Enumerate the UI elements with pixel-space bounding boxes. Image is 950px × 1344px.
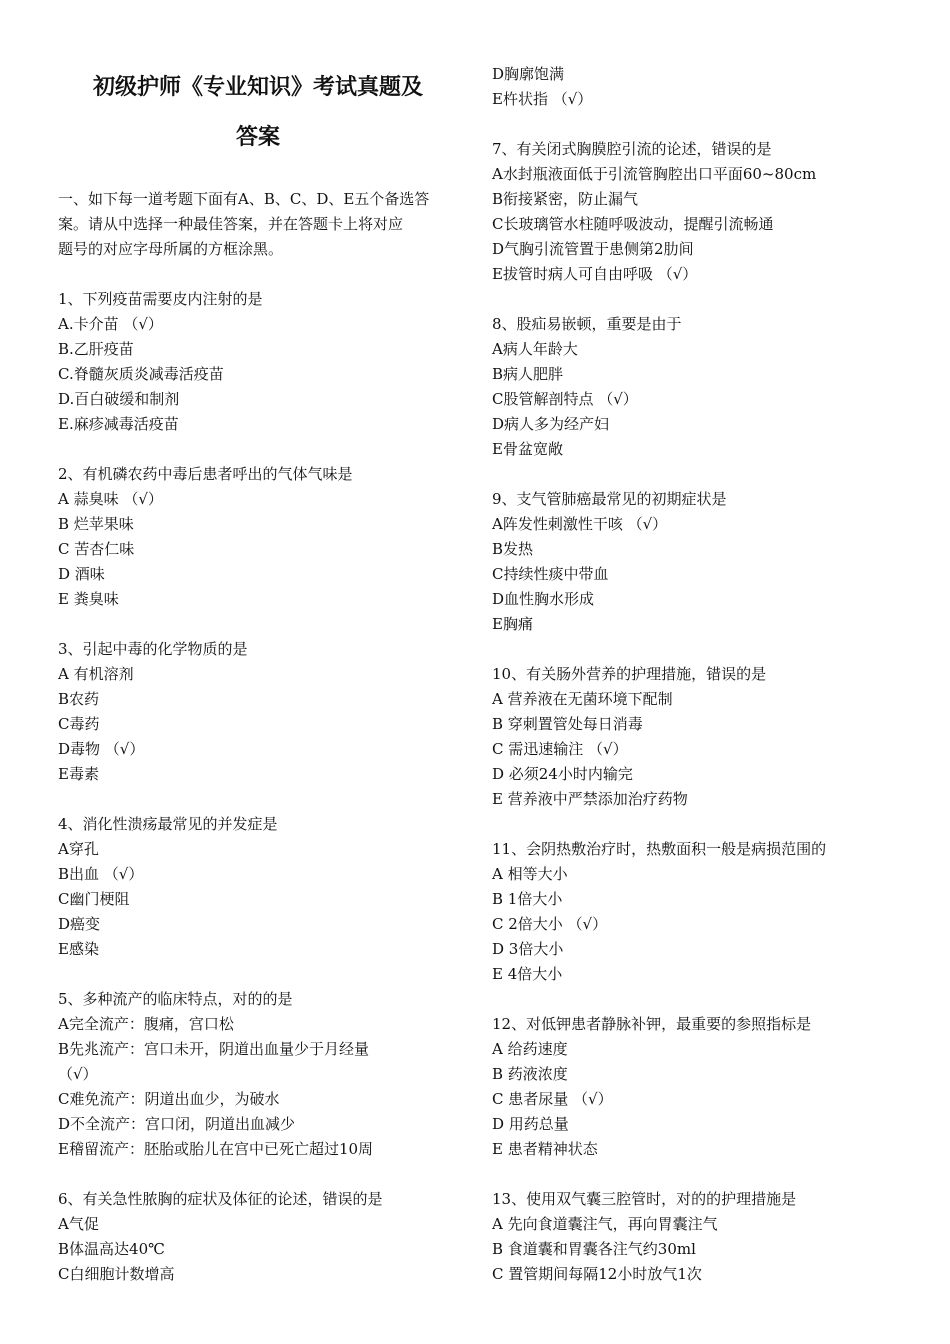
instruction-line: 案。请从中选择一种最佳答案，并在答题卡上将对应: [58, 215, 404, 233]
block-spacer: [492, 987, 932, 1012]
answer-option: A水封瓶液面低于引流管胸腔出口平面60~80cm: [492, 165, 817, 183]
question-stem: 8、股疝易嵌顿，重要是由于: [492, 315, 682, 333]
answer-option: E稽留流产：胚胎或胎儿在宫中已死亡超过10周: [58, 1140, 374, 1158]
question-block: [58, 287, 458, 437]
answer-option: D气胸引流管置于患侧第2肋间: [492, 240, 694, 258]
answer-option: B病人肥胖: [492, 365, 564, 383]
answer-option: B 烂苹果味: [58, 515, 134, 533]
answer-option: D不全流产：宫口闭，阴道出血减少: [58, 1115, 296, 1133]
answer-option: E.麻疹减毒活疫苗: [58, 415, 179, 433]
question-block: [492, 312, 932, 462]
answer-option: E拔管时病人可自由呼吸 （√）: [492, 265, 698, 283]
answer-option: A 相等大小: [492, 865, 568, 883]
answer-option: E 营养液中严禁添加治疗药物: [492, 790, 688, 808]
answer-option: C.脊髓灰质炎减毒活疫苗: [58, 365, 224, 383]
answer-option: A气促: [58, 1215, 99, 1233]
answer-option: C 苦杏仁味: [58, 540, 135, 558]
answer-option: B 穿刺置管处每日消毒: [492, 715, 643, 733]
answer-option: （√）: [58, 1065, 98, 1083]
answer-option: A 给药速度: [492, 1040, 568, 1058]
answer-option: D病人多为经产妇: [492, 415, 610, 433]
question-stem: 6、有关急性脓胸的症状及体征的论述，错误的是: [58, 1190, 383, 1208]
answer-option: A 有机溶剂: [58, 665, 134, 683]
block-spacer: [58, 612, 458, 637]
block-spacer: [58, 962, 458, 987]
answer-option: D 必须24小时内输完: [492, 765, 633, 783]
answer-option: A穿孔: [58, 840, 99, 858]
question-stem: 11、会阴热敷治疗时，热敷面积一般是病损范围的: [492, 840, 827, 858]
block-spacer: [492, 1162, 932, 1187]
answer-option: C股管解剖特点 （√）: [492, 390, 638, 408]
answer-option: D血性胸水形成: [492, 590, 595, 608]
answer-option: C 患者尿量 （√）: [492, 1090, 613, 1108]
answer-option: D毒物 （√）: [58, 740, 145, 758]
answer-option: E骨盆宽敞: [492, 440, 563, 458]
block-spacer: [492, 812, 932, 837]
question-block: [58, 987, 458, 1162]
block-spacer: [58, 787, 458, 812]
answer-option: D癌变: [58, 915, 101, 933]
answer-option: E毒素: [58, 765, 99, 783]
question-block: [492, 137, 932, 287]
question-list-right: [492, 62, 932, 1287]
question-stem: 2、有机磷农药中毒后患者呼出的气体气味是: [58, 465, 353, 483]
answer-option: C毒药: [58, 715, 100, 733]
answer-option: B先兆流产：宫口未开，阴道出血量少于月经量: [58, 1040, 370, 1058]
answer-option: C难免流产：阴道出血少，为破水: [58, 1090, 280, 1108]
block-spacer: [492, 112, 932, 137]
answer-option: E 4倍大小: [492, 965, 563, 983]
block-spacer: [492, 462, 932, 487]
question-stem: 12、对低钾患者静脉补钾，最重要的参照指标是: [492, 1015, 812, 1033]
answer-option: D 酒味: [58, 565, 105, 583]
answer-option: A完全流产：腹痛，宫口松: [58, 1015, 234, 1033]
answer-option: E杵状指 （√）: [492, 90, 593, 108]
answer-option: C 需迅速输注 （√）: [492, 740, 628, 758]
answer-option: C白细胞计数增高: [58, 1265, 175, 1283]
answer-option: E 粪臭味: [58, 590, 119, 608]
answer-option: B出血 （√）: [58, 865, 144, 883]
answer-option: A病人年龄大: [492, 340, 578, 358]
question-stem: 9、支气管肺癌最常见的初期症状是: [492, 490, 727, 508]
answer-option: E感染: [58, 940, 99, 958]
question-block: [58, 812, 458, 962]
answer-option: D.百白破缓和制剂: [58, 390, 180, 408]
answer-option: B农药: [58, 690, 100, 708]
answer-option: C 置管期间每隔12小时放气1次: [492, 1265, 702, 1283]
question-block: [492, 662, 932, 812]
answer-option: C持续性痰中带血: [492, 565, 609, 583]
answer-option: D胸廓饱满: [492, 65, 565, 83]
answer-option: E胸痛: [492, 615, 533, 633]
answer-option: A 先向食道囊注气，再向胃囊注气: [492, 1215, 718, 1233]
answer-option: D 3倍大小: [492, 940, 564, 958]
answer-option: B发热: [492, 540, 534, 558]
answer-option: A.卡介苗 （√）: [58, 315, 163, 333]
question-block: [58, 462, 458, 612]
question-list-left: [58, 287, 458, 1287]
answer-option: A 营养液在无菌环境下配制: [492, 690, 673, 708]
instruction-line: 一、如下每一道考题下面有A、B、C、D、E五个备选答: [58, 190, 430, 208]
block-spacer: [58, 437, 458, 462]
answer-option: B衔接紧密，防止漏气: [492, 190, 639, 208]
question-block: [492, 487, 932, 637]
answer-option: C 2倍大小 （√）: [492, 915, 608, 933]
instructions: [58, 187, 458, 262]
question-block: [492, 1187, 932, 1287]
answer-option: D 用药总量: [492, 1115, 569, 1133]
page-title-line2: 答案: [235, 125, 280, 150]
answer-option: B体温高达40℃: [58, 1240, 165, 1258]
question-stem: 4、消化性溃疡最常见的并发症是: [58, 815, 278, 833]
question-stem: 3、引起中毒的化学物质的是: [58, 640, 248, 658]
answer-option: B 药液浓度: [492, 1065, 568, 1083]
answer-option: B.乙肝疫苗: [58, 340, 134, 358]
block-spacer: [492, 287, 932, 312]
answer-option: E 患者精神状态: [492, 1140, 598, 1158]
answer-option: C幽门梗阻: [58, 890, 130, 908]
question-stem: 10、有关肠外营养的护理措施，错误的是: [492, 665, 767, 683]
question-stem: 5、多种流产的临床特点，对的的是: [58, 990, 293, 1008]
page-title-line1: 初级护师《专业知识》考试真题及: [92, 75, 423, 100]
answer-option: B 1倍大小: [492, 890, 563, 908]
question-stem: 13、使用双气囊三腔管时，对的的护理措施是: [492, 1190, 797, 1208]
answer-option: C长玻璃管水柱随呼吸波动，提醒引流畅通: [492, 215, 774, 233]
block-spacer: [58, 1162, 458, 1187]
answer-option: A 蒜臭味 （√）: [58, 490, 163, 508]
question-block: [492, 62, 932, 112]
question-stem: 7、有关闭式胸膜腔引流的论述，错误的是: [492, 140, 772, 158]
answer-option: A阵发性刺激性干咳 （√）: [492, 515, 668, 533]
instruction-line: 题号的对应字母所属的方框涂黑。: [58, 240, 284, 258]
question-block: [58, 637, 458, 787]
question-stem: 1、下列疫苗需要皮内注射的是: [58, 290, 263, 308]
question-block: [492, 837, 932, 987]
block-spacer: [492, 637, 932, 662]
question-block: [58, 1187, 458, 1287]
question-block: [492, 1012, 932, 1162]
answer-option: B 食道囊和胃囊各注气约30ml: [492, 1240, 696, 1258]
